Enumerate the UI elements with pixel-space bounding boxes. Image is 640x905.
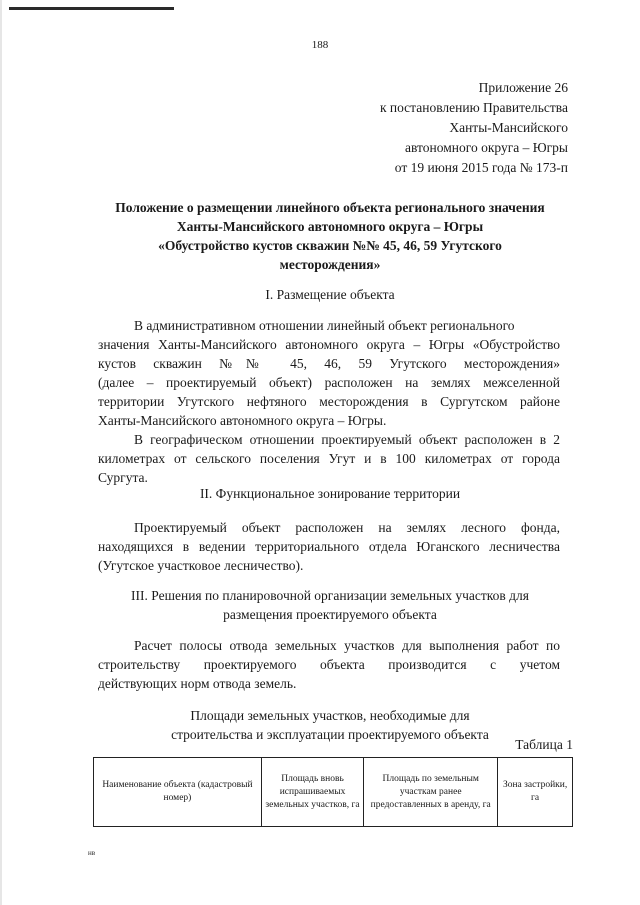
scan-edge	[0, 0, 2, 905]
section-1-paragraph-1: В административном отношении линейный объект регионального значения Ханты-Мансийского автономного округа – Югры «Обустройство кустов скважин №№ 45, 46, 59 Угутского месторождения» (далее – проектируемый объект) расположен на землях межселенной территории Угутского нефтяного месторождения в Сургутском районе Ханты-Мансийского автономного округа – Югры.	[98, 318, 560, 428]
title-line: «Обустройство кустов скважин №№ 45, 46, 59 Угутского	[158, 238, 502, 253]
footer-mark: нв	[88, 849, 96, 857]
section-3-paragraph: Расчет полосы отвода земельных участков для выполнения работ по строительству проектируемого объекта производится с учетом действующих норм отвода земель.	[98, 638, 560, 691]
appendix-line: к постановлению Правительства	[379, 100, 568, 115]
table-header-row	[94, 758, 573, 827]
title-line: месторождения»	[279, 257, 381, 272]
appendix-block	[380, 78, 568, 178]
title-line: Ханты-Мансийского автономного округа – Югры	[176, 219, 484, 234]
section-2-heading: II. Функциональное зонирование территории	[199, 486, 461, 501]
table-label: Таблица 1	[515, 737, 573, 752]
title-line: Положение о размещении линейного объекта регионального значения	[115, 200, 545, 215]
appendix-line: автономного округа – Югры	[405, 140, 568, 155]
table-header-cell: Зона застройки, га	[498, 758, 573, 827]
section-1-paragraph-2: В географическом отношении проектируемый объект расположен в 2 километрах от сельского поселения Угут и в 100 километрах от города Сургута.	[98, 432, 560, 485]
section-1-heading: I. Размещение объекта	[265, 287, 395, 302]
table-header-cell: Площадь по земельным участкам ранее предоставленных в аренду, га	[364, 758, 498, 827]
page-number: 188	[311, 39, 329, 51]
table-header-cell: Наименование объекта (кадастровый номер)	[94, 758, 262, 827]
appendix-line: Приложение 26	[478, 80, 568, 95]
top-rule	[9, 7, 174, 10]
table-header-cell: Площадь вновь испрашиваемых земельных участков, га	[261, 758, 363, 827]
document-title	[80, 198, 580, 274]
appendix-line: Ханты-Мансийского	[449, 120, 568, 135]
section-2-paragraph: Проектируемый объект расположен на землях лесного фонда, находящихся в ведении территориального отдела Юганского лесничества (Угутское участковое лесничество).	[98, 520, 560, 573]
land-area-table	[93, 757, 573, 827]
section-3-heading: III. Решения по планировочной организации земельных участков для размещения проектируемого объекта	[131, 588, 529, 622]
table-caption: Площади земельных участков, необходимые для строительства и эксплуатации проектируемого объекта	[171, 708, 489, 742]
appendix-line: от 19 июня 2015 года № 173-п	[394, 160, 568, 175]
